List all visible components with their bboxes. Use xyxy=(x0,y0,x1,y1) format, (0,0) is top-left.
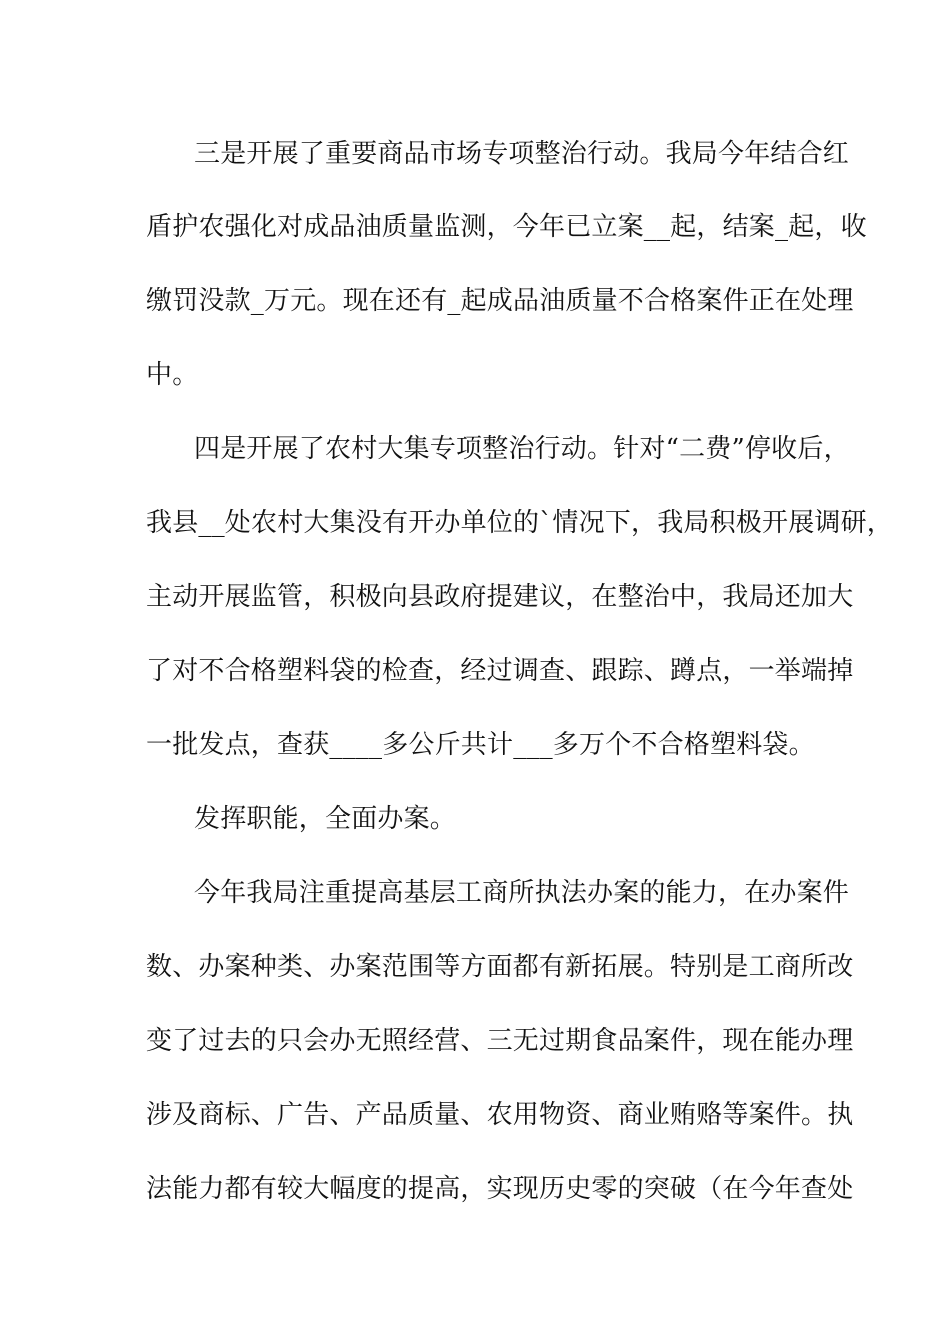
paragraph-line: 数、办案种类、办案范围等方面都有新拓展。特别是工商所改 xyxy=(146,952,854,982)
paragraph-line: 了对不合格塑料袋的检查，经过调查、跟踪、蹲点，一举端掉 xyxy=(146,656,854,686)
paragraph-line: 三是开展了重要商品市场专项整治行动。我局今年结合红 xyxy=(194,139,850,169)
paragraph-line: 四是开展了农村大集专项整治行动。针对“二费”停收后， xyxy=(194,434,850,464)
paragraph-line: 法能力都有较大幅度的提高，实现历史零的突破（在今年查处 xyxy=(146,1174,854,1204)
paragraph-line: 缴罚没款_万元。现在还有_起成品油质量不合格案件正在处理 xyxy=(146,286,854,316)
paragraph-line: 中。 xyxy=(146,360,199,390)
paragraph-line: 涉及商标、广告、产品质量、农用物资、商业贿赂等案件。执 xyxy=(146,1100,854,1130)
paragraph-line: 我县__处农村大集没有开办单位的`情况下，我局积极开展调研， xyxy=(146,508,894,538)
paragraph-line: 一批发点，查获____多公斤共计___多万个不合格塑料袋。 xyxy=(146,730,815,760)
section-heading: 发挥职能，全面办案。 xyxy=(194,804,457,834)
paragraph-line: 今年我局注重提高基层工商所执法办案的能力，在办案件 xyxy=(194,878,850,908)
paragraph-line: 盾护农强化对成品油质量监测，今年已立案__起，结案_起，收 xyxy=(146,212,867,242)
paragraph-line: 主动开展监管，积极向县政府提建议，在整治中，我局还加大 xyxy=(146,582,854,612)
paragraph-line: 变了过去的只会办无照经营、三无过期食品案件，现在能办理 xyxy=(146,1026,854,1056)
